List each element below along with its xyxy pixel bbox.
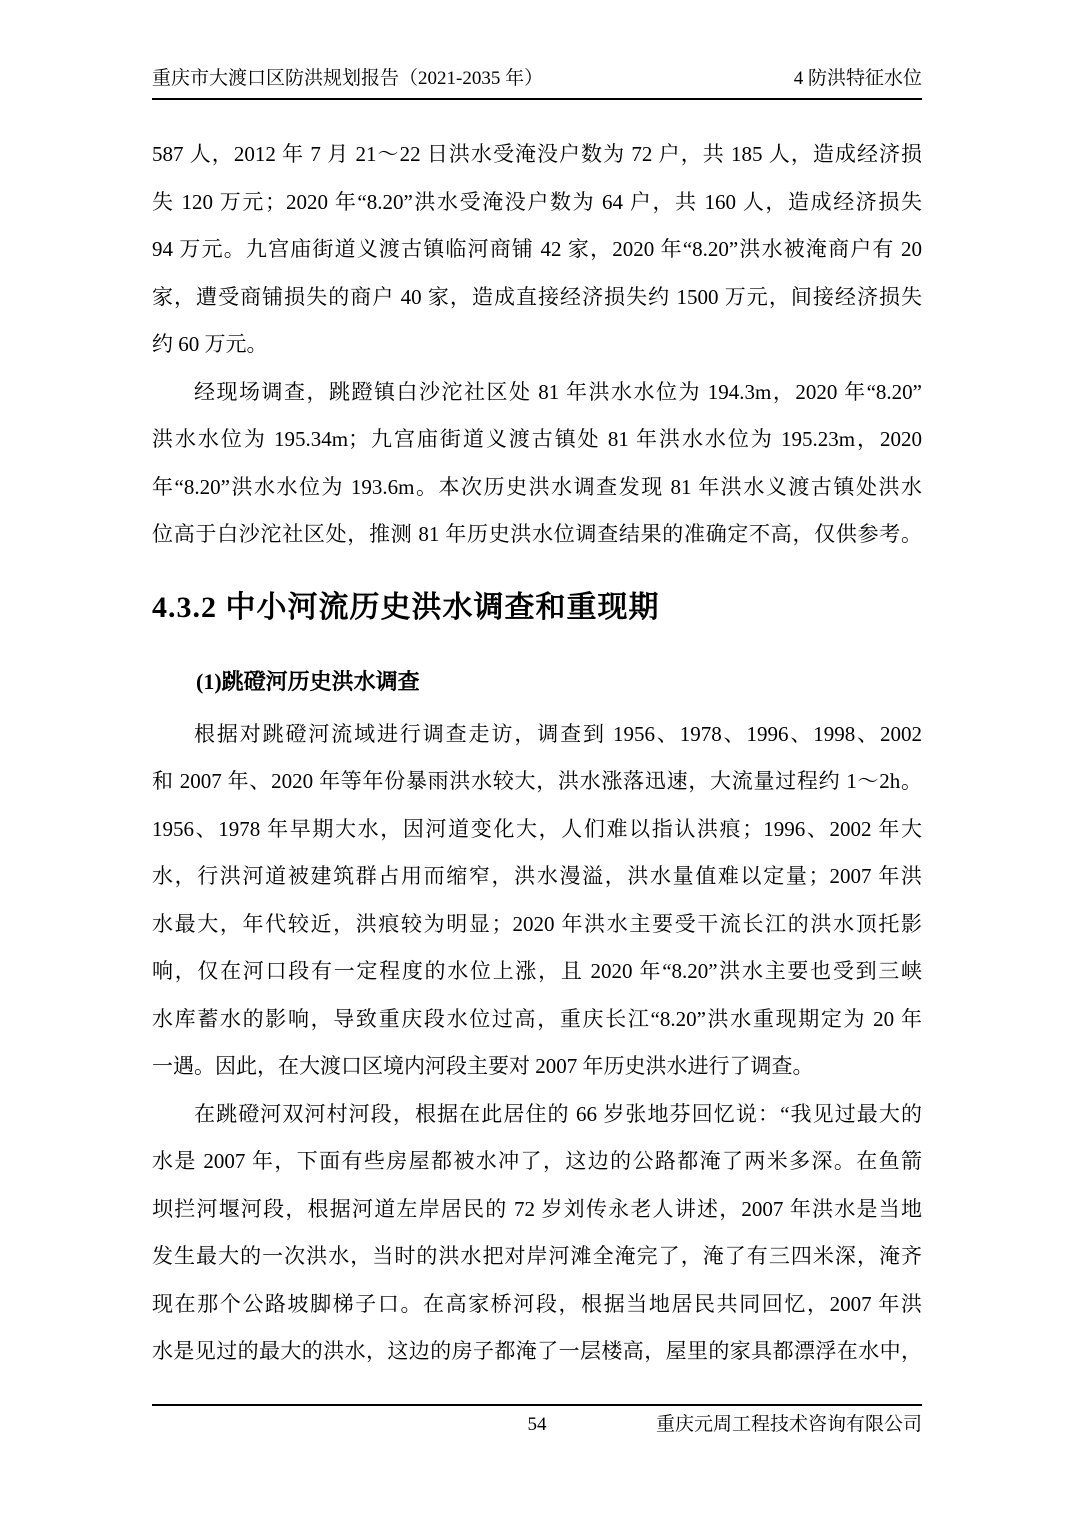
paragraph-group-top	[152, 131, 922, 559]
page-number: 54	[527, 1414, 547, 1435]
text-line: 经现场调查，跳蹬镇白沙沱社区处 81 年洪水水位为 194.3m，2020 年“8.20”	[194, 379, 922, 404]
text-line: 约 60 万元。	[152, 332, 268, 356]
text-line: 家，遭受商铺损失的商户 40 家，造成直接经济损失约 1500 万元，间接经济损失	[152, 284, 922, 309]
text-line: 年“8.20”洪水水位为 193.6m。本次历史洪水调查发现 81 年洪水义渡古镇处洪水	[152, 474, 922, 499]
text-line: 水，行洪河道被建筑群占用而缩窄，洪水漫溢，洪水量值难以定量；2007 年洪	[152, 864, 922, 888]
text-line: 水库蓄水的影响，导致重庆段水位过高，重庆长江“8.20”洪水重现期定为 20 年	[152, 1006, 922, 1031]
text-line: 响，仅在河口段有一定程度的水位上涨，且 2020 年“8.20”洪水主要也受到三峡	[152, 959, 922, 983]
text-line: 失 120 万元；2020 年“8.20”洪水受淹没户数为 64 户，共 160 人，造成经济损失	[152, 189, 922, 214]
document-body	[152, 131, 922, 1376]
text-line: 94 万元。九宫庙街道义渡古镇临河商铺 42 家，2020 年“8.20”洪水被淹商户有 20	[152, 237, 922, 261]
page-header	[152, 66, 922, 100]
text-line: 在跳磴河双河村河段，根据在此居住的 66 岁张地芬回忆说：“我见过最大的	[194, 1101, 922, 1126]
header-doc-title: 重庆市大渡口区防洪规划报告（2021-2035 年）	[152, 68, 544, 89]
text-line: 坝拦河堰河段，根据河道左岸居民的 72 岁刘传永老人讲述，2007 年洪水是当地	[152, 1196, 922, 1221]
text-line: 一遇。因此，在大渡口区境内河段主要对 2007 年历史洪水进行了调查。	[152, 1054, 814, 1078]
text-line: 水最大，年代较近，洪痕较为明显；2020 年洪水主要受干流长江的洪水顶托影	[152, 911, 922, 936]
paragraph-group-bottom	[152, 711, 922, 1376]
text-line: 水是 2007 年，下面有些房屋都被水冲了，这边的公路都淹了两米多深。在鱼箭	[152, 1149, 922, 1173]
footer-company-name: 重庆元周工程技术咨询有限公司	[655, 1414, 922, 1435]
text-line: 和 2007 年、2020 年等年份暴雨洪水较大，洪水涨落迅速，大流量过程约 1～2h。	[152, 769, 922, 793]
text-line: 1956、1978 年早期大水，因河道变化大，人们难以指认洪痕；1996、2002 年大	[152, 816, 922, 841]
text-line: 洪水水位为 195.34m；九宫庙街道义渡古镇处 81 年洪水水位为 195.23m，2020	[152, 427, 922, 451]
section-heading: 4.3.2 中小河流历史洪水调查和重现期	[152, 590, 660, 624]
text-line: 587 人，2012 年 7 月 21～22 日洪水受淹没户数为 72 户，共 185 人，造成经济损	[152, 142, 922, 166]
page-footer	[152, 1404, 922, 1444]
text-line: 发生最大的一次洪水，当时的洪水把对岸河滩全淹完了，淹了有三四米深，淹齐	[152, 1244, 922, 1268]
text-line: 位高于白沙沱社区处，推测 81 年历史洪水位调查结果的准确定不高，仅供参考。	[152, 522, 922, 546]
header-section-title: 4 防洪特征水位	[793, 68, 922, 89]
text-line: 根据对跳磴河流域进行调查走访，调查到 1956、1978、1996、1998、2002	[194, 721, 922, 746]
text-line: 现在那个公路坡脚梯子口。在高家桥河段，根据当地居民共同回忆，2007 年洪	[152, 1291, 922, 1316]
text-line: 水是见过的最大的洪水，这边的房子都淹了一层楼高，屋里的家具都漂浮在水中，	[152, 1339, 922, 1363]
subsection-heading: (1)跳磴河历史洪水调查	[196, 668, 420, 694]
